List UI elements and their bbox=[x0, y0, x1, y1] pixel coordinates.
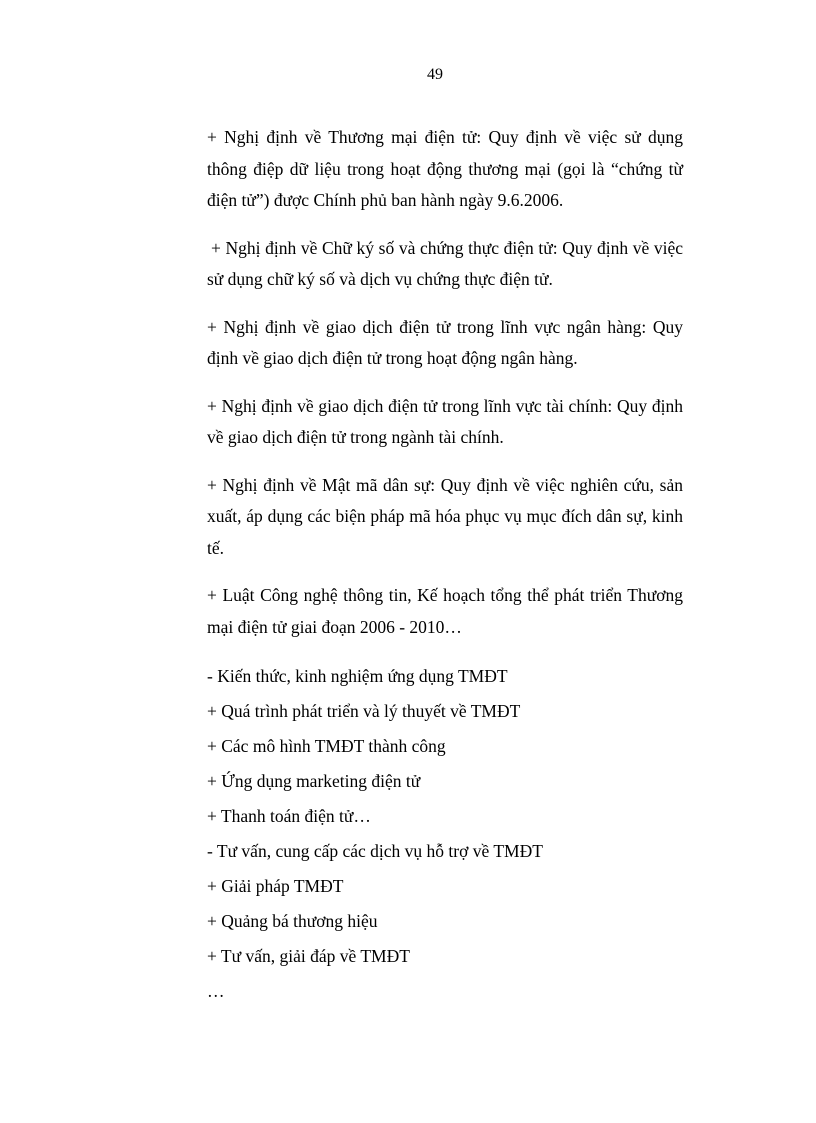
list-item: + Các mô hình TMĐT thành công bbox=[207, 736, 446, 756]
ellipsis-line: … bbox=[207, 981, 225, 1001]
list-item: + Tư vấn, giải đáp về TMĐT bbox=[207, 946, 410, 966]
paragraph-digital-signature-decree: + Nghị định về Chữ ký số và chứng thực điện tử: Quy định về việc sử dụng chữ ký số và dịch vụ chứng thực điện tử. bbox=[207, 237, 683, 289]
list-item: + Quảng bá thương hiệu bbox=[207, 911, 378, 931]
list-item: - Tư vấn, cung cấp các dịch vụ hỗ trợ về TMĐT bbox=[207, 841, 543, 861]
list-item: + Quá trình phát triển và lý thuyết về TMĐT bbox=[207, 701, 521, 721]
paragraph-banking-decree: + Nghị định về giao dịch điện tử trong lĩnh vực ngân hàng: Quy định về giao dịch điện tử trong hoạt động ngân hàng. bbox=[207, 316, 683, 368]
document-body bbox=[207, 122, 683, 1009]
list-item: + Thanh toán điện tử… bbox=[207, 806, 371, 826]
page-number: 49 bbox=[427, 66, 443, 83]
paragraph-e-commerce-decree: + Nghị định về Thương mại điện tử: Quy định về việc sử dụng thông điệp dữ liệu trong hoạt động thương mại (gọi là “chứng từ điện tử”) được Chính phủ ban hành ngày 9.6.2006. bbox=[207, 127, 683, 210]
list-item: + Ứng dụng marketing điện tử bbox=[207, 771, 421, 791]
paragraph-it-law-plan: + Luật Công nghệ thông tin, Kế hoạch tổng thể phát triển Thương mại điện tử giai đoạn 2006 - 2010… bbox=[207, 585, 683, 637]
paragraph-civil-cryptography-decree: + Nghị định về Mật mã dân sự: Quy định về việc nghiên cứu, sản xuất, áp dụng các biện pháp mã hóa phục vụ mục đích dân sự, kinh tế. bbox=[207, 474, 683, 558]
list-item: + Giải pháp TMĐT bbox=[207, 876, 344, 896]
list-item: - Kiến thức, kinh nghiệm ứng dụng TMĐT bbox=[207, 666, 508, 686]
paragraph-finance-decree: + Nghị định về giao dịch điện tử trong lĩnh vực tài chính: Quy định về giao dịch điện tử trong ngành tài chính. bbox=[207, 395, 683, 447]
